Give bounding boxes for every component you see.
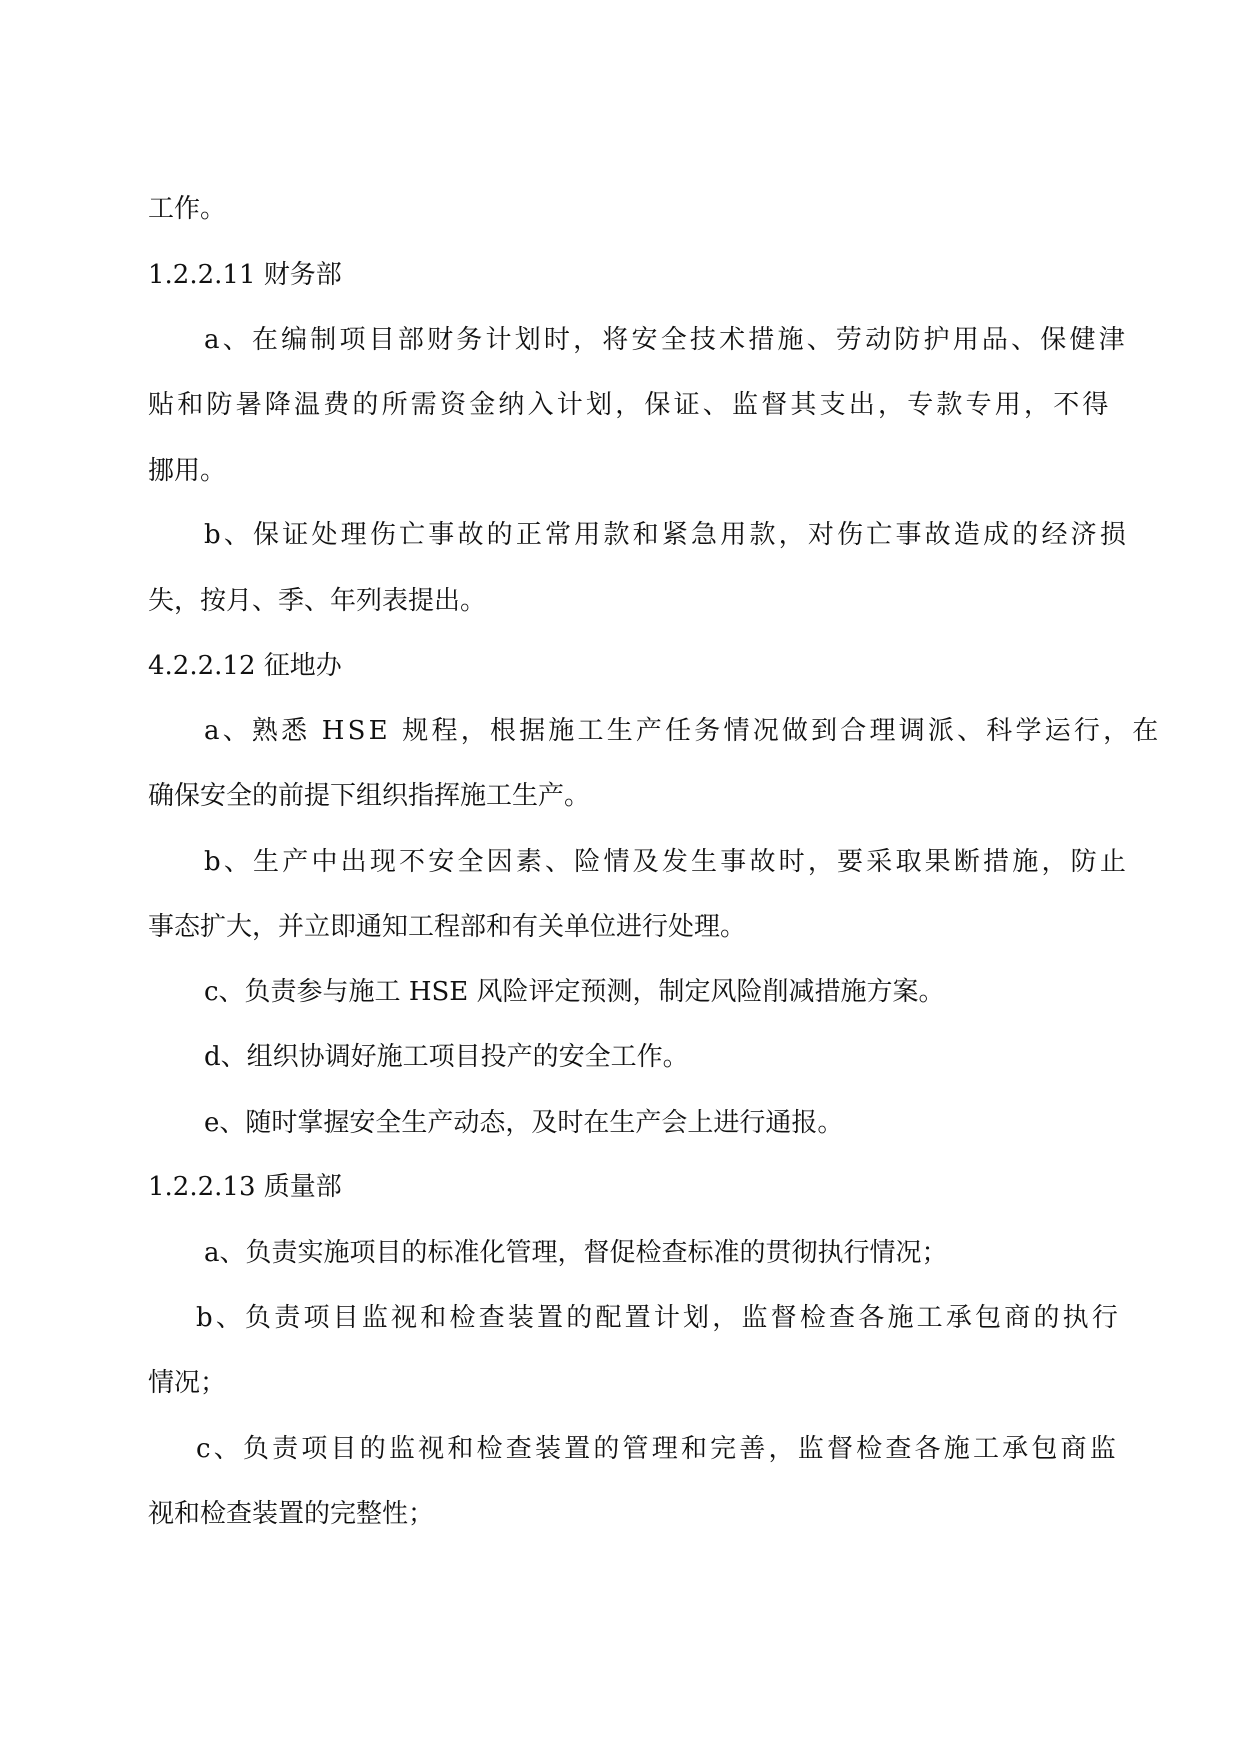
body-text-line: 工作。	[148, 194, 227, 224]
section-heading: 4.2.2.12 征地办	[148, 651, 342, 681]
body-text-line: c、负责项目的监视和检查装置的管理和完善，监督检查各施工承包商监	[196, 1434, 1119, 1464]
body-text-line: 视和检查装置的完整性；	[148, 1499, 435, 1529]
body-text-line: d、组织协调好施工项目投产的安全工作。	[204, 1042, 689, 1072]
section-heading: 1.2.2.11 财务部	[148, 260, 342, 290]
body-text-line: 挪用。	[148, 456, 227, 486]
body-text-line: b、生产中出现不安全因素、险情及发生事故时，要采取果断措施，防止	[204, 847, 1130, 877]
body-text-line: a、熟悉 HSE 规程，根据施工生产任务情况做到合理调派、科学运行，在	[204, 716, 1162, 746]
body-text-line: 确保安全的前提下组织指挥施工生产。	[148, 781, 591, 811]
body-text-line: a、负责实施项目的标准化管理，督促检查标准的贯彻执行情况；	[204, 1238, 948, 1268]
section-heading: 1.2.2.13 质量部	[148, 1172, 342, 1202]
body-text-line: a、在编制项目部财务计划时，将安全技术措施、劳动防护用品、保健津	[204, 325, 1128, 355]
body-text-line: b、保证处理伤亡事故的正常用款和紧急用款，对伤亡事故造成的经济损	[204, 520, 1130, 550]
body-text-line: b、负责项目监视和检查装置的配置计划，监督检查各施工承包商的执行	[196, 1303, 1122, 1333]
body-text-line: 贴和防暑降温费的所需资金纳入计划，保证、监督其支出，专款专用，不得	[148, 390, 1112, 420]
body-text-line: 事态扩大，并立即通知工程部和有关单位进行处理。	[148, 912, 747, 942]
body-text-line: c、负责参与施工 HSE 风险评定预测，制定风险削减措施方案。	[204, 977, 945, 1007]
body-text-line: e、随时掌握安全生产动态，及时在生产会上进行通报。	[204, 1108, 844, 1138]
body-text-line: 失，按月、季、年列表提出。	[148, 586, 487, 616]
body-text-line: 情况；	[148, 1368, 227, 1398]
